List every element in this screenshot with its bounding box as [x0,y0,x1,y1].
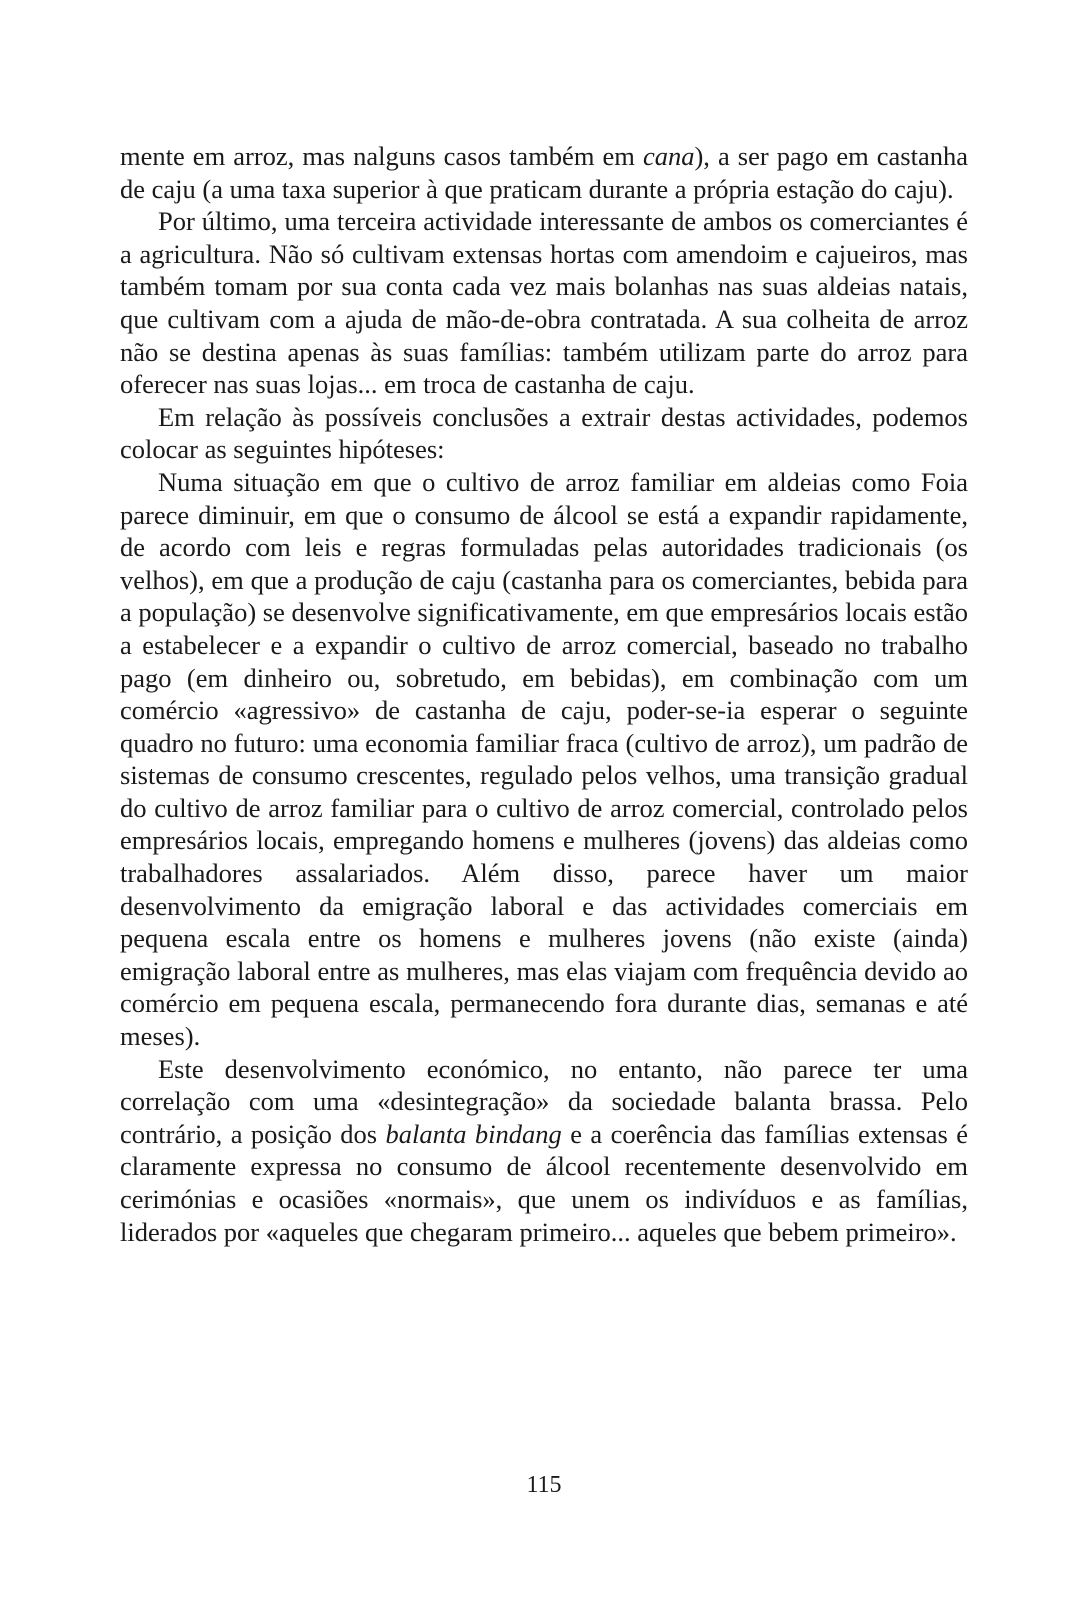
italic-term: balanta bindang [385,1118,562,1149]
paragraph-1 [120,140,968,205]
paragraph-2 [120,205,968,401]
text-segment: e a coerência das famílias extensas é claramente expressa no consumo de álcool recentemente desenvolvido em cerimónias e ocasiões «normais», que unem os indivíduos e as famílias, liderados por «aqueles que chegaram primeiro... aqueles que bebem primeiro». [120,1118,968,1247]
text-segment: Por último, uma terceira actividade interessante de ambos os comerciantes é a agricultura. Não só cultivam extensas hortas com amendoim e cajueiros, mas também tomam por sua conta cada vez mais bolanhas nas suas aldeias natais, que cultivam com a ajuda de mão-de-obra contratada. A sua colheita de arroz não se destina apenas às suas famílias: também utilizam parte do arroz para oferecer nas suas lojas... em troca de castanha de caju. [120,206,968,400]
paragraph-5 [120,1053,968,1249]
text-segment: ), a ser pago em castanha de caju (a uma taxa superior à que praticam durante a própria estação do caju). [120,141,968,204]
paragraph-3 [120,401,968,466]
text-segment: Este desenvolvimento económico, no entanto, não parece ter uma correlação com uma «desintegração» da sociedade balanta brassa. Pelo contrário, a posição dos [120,1053,968,1149]
paragraph-4 [120,466,968,1053]
page-body [120,140,968,1248]
text-segment: mente em arroz, mas nalguns casos também em [120,141,643,171]
text-segment: Em relação às possíveis conclusões a extrair destas actividades, podemos colocar as seguintes hipóteses: [120,401,968,465]
page-number: 115 [526,1472,562,1498]
text-segment: Numa situação em que o cultivo de arroz familiar em aldeias como Foia parece diminuir, em que o consumo de álcool se está a expandir rapidamente, de acordo com leis e regras formuladas pelas autoridades tradicionais (os velhos), em que a produção de caju (castanha para os comerciantes, bebida para a população) se desenvolve significativamente, em que empresários locais estão a estabelecer e a expandir o cultivo de arroz comercial, baseado no trabalho pago (em dinheiro ou, sobretudo, em bebidas), em combinação com um comércio «agressivo» de castanha de caju, poder-se-ia esperar o seguinte quadro no futuro: uma economia familiar fraca (cultivo de arroz), um padrão de sistemas de consumo crescentes, regulado pelos velhos, uma transição gradual do cultivo de arroz familiar para o cultivo de arroz comercial, controlado pelos empresários locais, empregando homens e mulheres (jovens) das aldeias como trabalhadores assalariados. Além disso, parece haver um maior desenvolvimento da emigração laboral e das actividades comerciais em pequena escala entre os homens e mulheres jovens (não existe (ainda) emigração laboral entre as mulheres, mas elas viajam com frequência devido ao comércio em pequena escala, permanecendo fora durante dias, semanas e até meses). [120,466,968,1052]
italic-term: cana [642,141,695,171]
